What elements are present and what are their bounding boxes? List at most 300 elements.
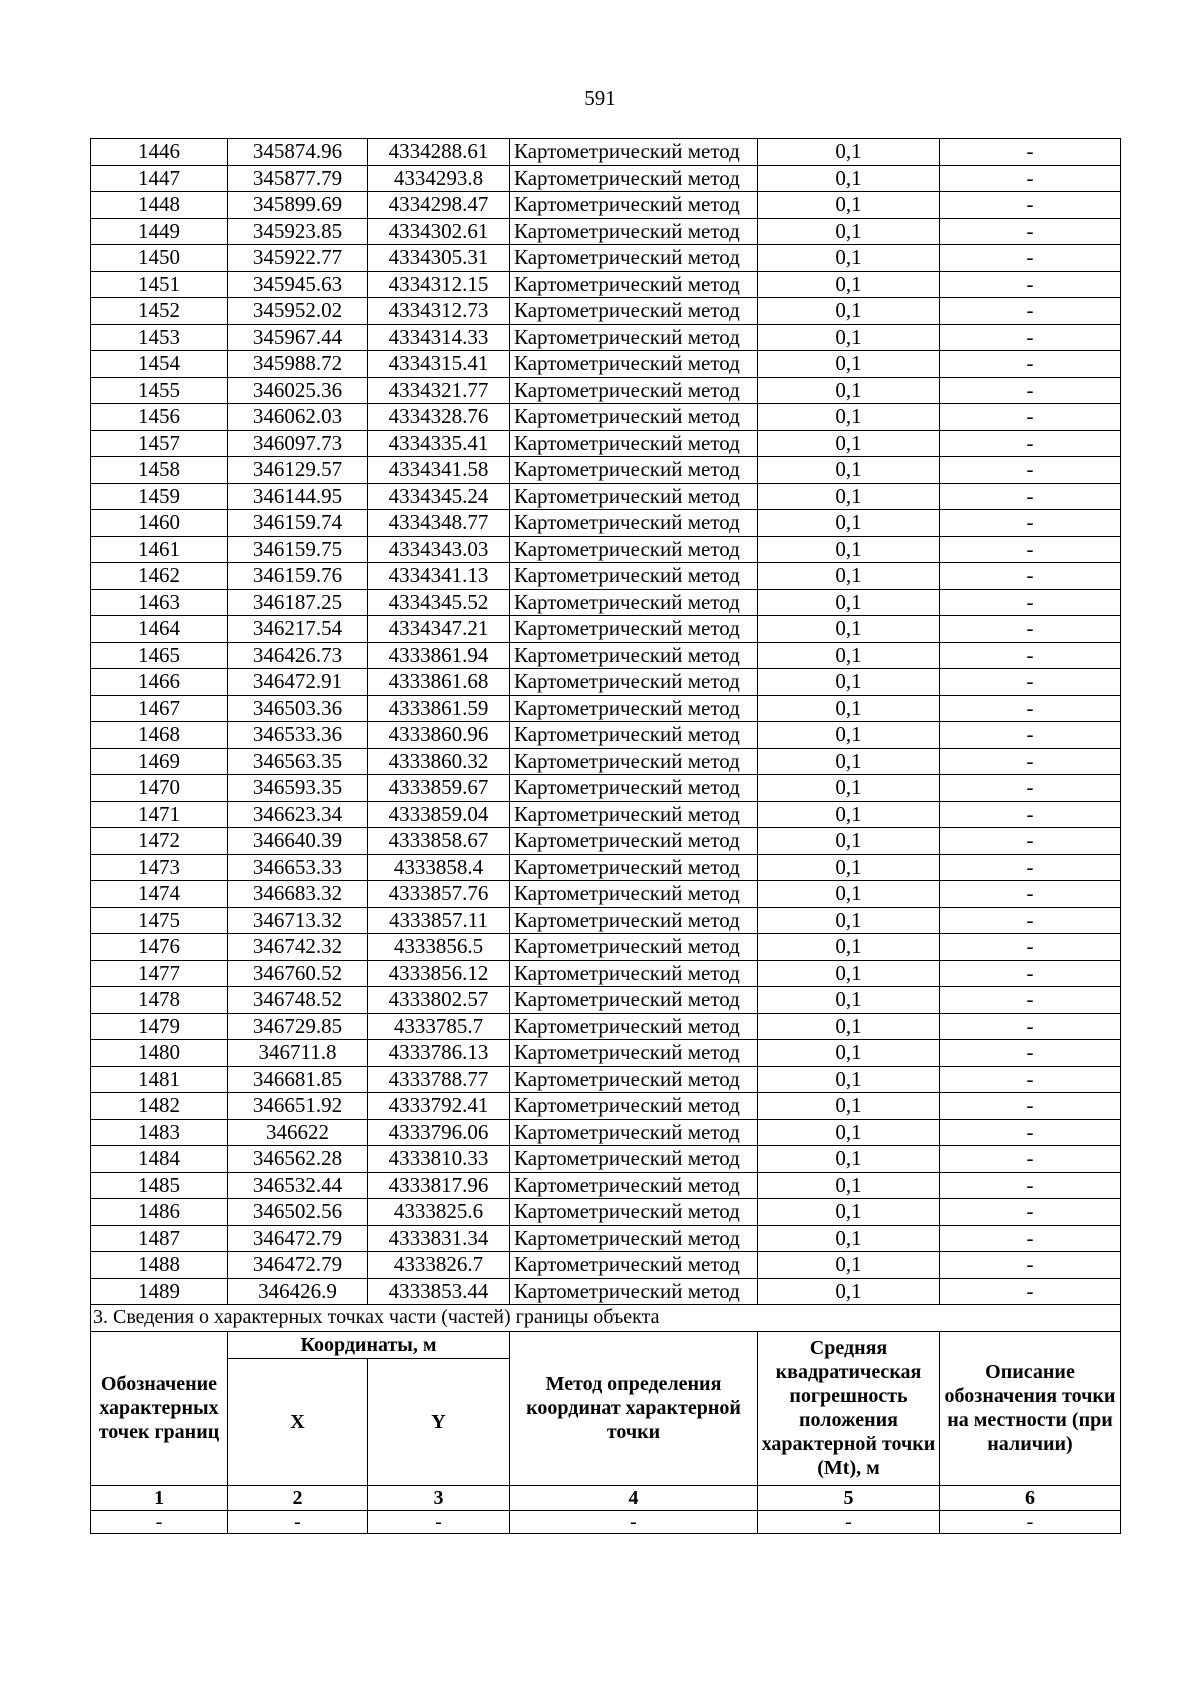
error-cell: 0,1: [758, 1252, 940, 1279]
point-number-cell: 1489: [91, 1278, 228, 1305]
point-number-cell: 1472: [91, 828, 228, 855]
error-cell: 0,1: [758, 828, 940, 855]
method-cell: Картометрический метод: [510, 1199, 758, 1226]
method-cell: Картометрический метод: [510, 669, 758, 696]
error-cell: 0,1: [758, 1119, 940, 1146]
table-row: [91, 324, 1121, 351]
method-cell: Картометрический метод: [510, 1225, 758, 1252]
header-x: X: [228, 1358, 368, 1485]
section3-block: [91, 1305, 1121, 1534]
y-coordinate-cell: 4333860.96: [368, 722, 510, 749]
point-number-cell: 1449: [91, 218, 228, 245]
method-cell: Картометрический метод: [510, 430, 758, 457]
error-cell: 0,1: [758, 271, 940, 298]
description-cell: -: [940, 589, 1121, 616]
error-cell: 0,1: [758, 1225, 940, 1252]
method-cell: Картометрический метод: [510, 828, 758, 855]
method-cell: Картометрический метод: [510, 1093, 758, 1120]
error-cell: 0,1: [758, 1278, 940, 1305]
error-cell: 0,1: [758, 987, 940, 1014]
table-row: [91, 245, 1121, 272]
table-row: [91, 1252, 1121, 1279]
y-coordinate-cell: 4334305.31: [368, 245, 510, 272]
method-cell: Картометрический метод: [510, 934, 758, 961]
header-description: [940, 1331, 1121, 1485]
table-row: [91, 1278, 1121, 1305]
x-coordinate-cell: 346711.8: [228, 1040, 368, 1067]
error-cell: 0,1: [758, 430, 940, 457]
table-row: [91, 298, 1121, 325]
table-row: [91, 801, 1121, 828]
table-row: [91, 907, 1121, 934]
error-cell: 0,1: [758, 1013, 940, 1040]
error-cell: 0,1: [758, 483, 940, 510]
point-number-cell: 1471: [91, 801, 228, 828]
y-coordinate-cell: 4333786.13: [368, 1040, 510, 1067]
x-coordinate-cell: 346748.52: [228, 987, 368, 1014]
error-cell: 0,1: [758, 1066, 940, 1093]
header-designation: [91, 1331, 228, 1485]
x-coordinate-cell: 346593.35: [228, 775, 368, 802]
x-coordinate-cell: 346742.32: [228, 934, 368, 961]
table-row: [91, 1172, 1121, 1199]
description-cell: -: [940, 775, 1121, 802]
x-coordinate-cell: 345877.79: [228, 165, 368, 192]
table-row: [91, 589, 1121, 616]
x-coordinate-cell: 346622: [228, 1119, 368, 1146]
y-coordinate-cell: 4333861.94: [368, 642, 510, 669]
x-coordinate-cell: 345899.69: [228, 192, 368, 219]
description-cell: -: [940, 536, 1121, 563]
method-cell: Картометрический метод: [510, 165, 758, 192]
header-coordinates: [228, 1331, 510, 1358]
error-cell: 0,1: [758, 1093, 940, 1120]
error-cell: 0,1: [758, 1040, 940, 1067]
method-cell: Картометрический метод: [510, 536, 758, 563]
point-number-cell: 1468: [91, 722, 228, 749]
table-row: [91, 854, 1121, 881]
error-cell: 0,1: [758, 695, 940, 722]
header-method-label: Метод определения координат характерной точки: [526, 1373, 741, 1443]
description-cell: -: [940, 695, 1121, 722]
y-coordinate-cell: 4333859.67: [368, 775, 510, 802]
header-designation-label: Обозначение характерных точек границ: [98, 1373, 220, 1443]
x-coordinate-cell: 346159.74: [228, 510, 368, 537]
description-cell: -: [940, 483, 1121, 510]
point-number-cell: 1465: [91, 642, 228, 669]
method-cell: Картометрический метод: [510, 510, 758, 537]
point-number-cell: 1450: [91, 245, 228, 272]
x-coordinate-cell: 346683.32: [228, 881, 368, 908]
table-row: [91, 934, 1121, 961]
point-number-cell: 1473: [91, 854, 228, 881]
x-coordinate-cell: 346129.57: [228, 457, 368, 484]
error-cell: 0,1: [758, 139, 940, 166]
description-cell: -: [940, 1066, 1121, 1093]
error-cell: 0,1: [758, 960, 940, 987]
point-number-cell: 1477: [91, 960, 228, 987]
point-number-cell: 1482: [91, 1093, 228, 1120]
table-row: [91, 960, 1121, 987]
description-cell: -: [940, 351, 1121, 378]
description-cell: -: [940, 1172, 1121, 1199]
method-cell: Картометрический метод: [510, 1146, 758, 1173]
y-coordinate-cell: 4334328.76: [368, 404, 510, 431]
x-coordinate-cell: 346426.9: [228, 1278, 368, 1305]
empty-cell: -: [510, 1510, 758, 1533]
error-cell: 0,1: [758, 324, 940, 351]
error-cell: 0,1: [758, 669, 940, 696]
description-cell: -: [940, 430, 1121, 457]
description-cell: -: [940, 801, 1121, 828]
error-cell: 0,1: [758, 881, 940, 908]
y-coordinate-cell: 4334315.41: [368, 351, 510, 378]
point-number-cell: 1463: [91, 589, 228, 616]
error-cell: 0,1: [758, 616, 940, 643]
y-coordinate-cell: 4333857.11: [368, 907, 510, 934]
description-cell: -: [940, 192, 1121, 219]
point-number-cell: 1480: [91, 1040, 228, 1067]
point-number-cell: 1462: [91, 563, 228, 590]
empty-cell: -: [368, 1510, 510, 1533]
point-number-cell: 1451: [91, 271, 228, 298]
y-coordinate-cell: 4334293.8: [368, 165, 510, 192]
table-row: [91, 616, 1121, 643]
method-cell: Картометрический метод: [510, 987, 758, 1014]
point-number-cell: 1454: [91, 351, 228, 378]
error-cell: 0,1: [758, 854, 940, 881]
x-coordinate-cell: 346217.54: [228, 616, 368, 643]
error-cell: 0,1: [758, 589, 940, 616]
description-cell: -: [940, 298, 1121, 325]
point-number-cell: 1470: [91, 775, 228, 802]
x-coordinate-cell: 346062.03: [228, 404, 368, 431]
description-cell: -: [940, 271, 1121, 298]
description-cell: -: [940, 1119, 1121, 1146]
y-coordinate-cell: 4334314.33: [368, 324, 510, 351]
method-cell: Картометрический метод: [510, 351, 758, 378]
point-number-cell: 1484: [91, 1146, 228, 1173]
point-number-cell: 1448: [91, 192, 228, 219]
x-coordinate-cell: 346503.36: [228, 695, 368, 722]
y-coordinate-cell: 4334341.13: [368, 563, 510, 590]
table-row: [91, 483, 1121, 510]
column-number-6: 6: [940, 1485, 1121, 1510]
point-number-cell: 1456: [91, 404, 228, 431]
error-cell: 0,1: [758, 907, 940, 934]
table-row: [91, 695, 1121, 722]
x-coordinate-cell: 345952.02: [228, 298, 368, 325]
boundary-points-table: [90, 138, 1121, 1534]
method-cell: Картометрический метод: [510, 881, 758, 908]
header-description-label: Описание обозначения точки на местности (при наличии): [944, 1361, 1116, 1455]
method-cell: Картометрический метод: [510, 1013, 758, 1040]
column-number-4: 4: [510, 1485, 758, 1510]
x-coordinate-cell: 345922.77: [228, 245, 368, 272]
point-number-cell: 1476: [91, 934, 228, 961]
y-coordinate-cell: 4334288.61: [368, 139, 510, 166]
point-number-cell: 1483: [91, 1119, 228, 1146]
error-cell: 0,1: [758, 536, 940, 563]
header-error-label: Средняя квадратическая погрешность положения характерной точки (Mt), м: [761, 1337, 936, 1479]
y-coordinate-cell: 4334343.03: [368, 536, 510, 563]
method-cell: Картометрический метод: [510, 218, 758, 245]
method-cell: Картометрический метод: [510, 1172, 758, 1199]
table-row: [91, 377, 1121, 404]
point-number-cell: 1478: [91, 987, 228, 1014]
error-cell: 0,1: [758, 218, 940, 245]
y-coordinate-cell: 4333859.04: [368, 801, 510, 828]
y-coordinate-cell: 4333853.44: [368, 1278, 510, 1305]
y-coordinate-cell: 4334341.58: [368, 457, 510, 484]
x-coordinate-cell: 346187.25: [228, 589, 368, 616]
header-coordinates-label: Координаты, м: [300, 1333, 437, 1356]
x-coordinate-cell: 346533.36: [228, 722, 368, 749]
x-coordinate-cell: 346472.79: [228, 1252, 368, 1279]
method-cell: Картометрический метод: [510, 854, 758, 881]
point-number-cell: 1452: [91, 298, 228, 325]
empty-cell: -: [940, 1510, 1121, 1533]
error-cell: 0,1: [758, 722, 940, 749]
x-coordinate-cell: 346097.73: [228, 430, 368, 457]
description-cell: -: [940, 722, 1121, 749]
error-cell: 0,1: [758, 748, 940, 775]
table-row: [91, 1093, 1121, 1120]
method-cell: Картометрический метод: [510, 1252, 758, 1279]
error-cell: 0,1: [758, 457, 940, 484]
method-cell: Картометрический метод: [510, 457, 758, 484]
y-coordinate-cell: 4334347.21: [368, 616, 510, 643]
error-cell: 0,1: [758, 934, 940, 961]
table-row: [91, 722, 1121, 749]
table-row: [91, 748, 1121, 775]
y-coordinate-cell: 4333858.67: [368, 828, 510, 855]
description-cell: -: [940, 1146, 1121, 1173]
method-cell: Картометрический метод: [510, 695, 758, 722]
error-cell: 0,1: [758, 165, 940, 192]
x-coordinate-cell: 346713.32: [228, 907, 368, 934]
table-row: [91, 1199, 1121, 1226]
description-cell: -: [940, 457, 1121, 484]
point-number-cell: 1461: [91, 536, 228, 563]
table-row: [91, 563, 1121, 590]
y-coordinate-cell: 4333792.41: [368, 1093, 510, 1120]
description-cell: -: [940, 854, 1121, 881]
x-coordinate-cell: 346159.75: [228, 536, 368, 563]
description-cell: -: [940, 934, 1121, 961]
point-number-cell: 1458: [91, 457, 228, 484]
description-cell: -: [940, 748, 1121, 775]
section3-empty-row: [91, 1510, 1121, 1533]
y-coordinate-cell: 4333788.77: [368, 1066, 510, 1093]
method-cell: Картометрический метод: [510, 377, 758, 404]
y-coordinate-cell: 4334321.77: [368, 377, 510, 404]
description-cell: -: [940, 881, 1121, 908]
table-row: [91, 404, 1121, 431]
y-coordinate-cell: 4334345.52: [368, 589, 510, 616]
method-cell: Картометрический метод: [510, 483, 758, 510]
point-number-cell: 1455: [91, 377, 228, 404]
method-cell: Картометрический метод: [510, 563, 758, 590]
description-cell: -: [940, 1252, 1121, 1279]
x-coordinate-cell: 346681.85: [228, 1066, 368, 1093]
column-number-3: 3: [368, 1485, 510, 1510]
point-number-cell: 1467: [91, 695, 228, 722]
method-cell: Картометрический метод: [510, 775, 758, 802]
x-coordinate-cell: 345945.63: [228, 271, 368, 298]
y-coordinate-cell: 4333785.7: [368, 1013, 510, 1040]
x-coordinate-cell: 346760.52: [228, 960, 368, 987]
y-coordinate-cell: 4333857.76: [368, 881, 510, 908]
table-row: [91, 1066, 1121, 1093]
y-coordinate-cell: 4333860.32: [368, 748, 510, 775]
table-row: [91, 192, 1121, 219]
point-number-cell: 1485: [91, 1172, 228, 1199]
method-cell: Картометрический метод: [510, 616, 758, 643]
y-coordinate-cell: 4333825.6: [368, 1199, 510, 1226]
table-row: [91, 536, 1121, 563]
point-number-cell: 1453: [91, 324, 228, 351]
method-cell: Картометрический метод: [510, 1119, 758, 1146]
x-coordinate-cell: 346502.56: [228, 1199, 368, 1226]
point-number-cell: 1446: [91, 139, 228, 166]
method-cell: Картометрический метод: [510, 642, 758, 669]
y-coordinate-cell: 4334335.41: [368, 430, 510, 457]
section3-title: 3. Сведения о характерных точках части (частей) границы объекта: [91, 1305, 1121, 1332]
y-coordinate-cell: 4334312.15: [368, 271, 510, 298]
description-cell: -: [940, 1093, 1121, 1120]
y-coordinate-cell: 4333826.7: [368, 1252, 510, 1279]
description-cell: -: [940, 324, 1121, 351]
description-cell: -: [940, 218, 1121, 245]
error-cell: 0,1: [758, 192, 940, 219]
point-number-cell: 1481: [91, 1066, 228, 1093]
description-cell: -: [940, 987, 1121, 1014]
empty-cell: -: [758, 1510, 940, 1533]
table-row: [91, 1013, 1121, 1040]
method-cell: Картометрический метод: [510, 960, 758, 987]
table-row: [91, 1146, 1121, 1173]
error-cell: 0,1: [758, 801, 940, 828]
point-number-cell: 1488: [91, 1252, 228, 1279]
x-coordinate-cell: 346472.79: [228, 1225, 368, 1252]
x-coordinate-cell: 346562.28: [228, 1146, 368, 1173]
y-coordinate-cell: 4334345.24: [368, 483, 510, 510]
header-method: [510, 1331, 758, 1485]
method-cell: Картометрический метод: [510, 589, 758, 616]
error-cell: 0,1: [758, 563, 940, 590]
section3-title-row: [91, 1305, 1121, 1332]
point-number-cell: 1474: [91, 881, 228, 908]
table-row: [91, 881, 1121, 908]
description-cell: -: [940, 165, 1121, 192]
description-cell: -: [940, 1199, 1121, 1226]
table-row: [91, 165, 1121, 192]
x-coordinate-cell: 345967.44: [228, 324, 368, 351]
x-coordinate-cell: 345988.72: [228, 351, 368, 378]
x-coordinate-cell: 346640.39: [228, 828, 368, 855]
x-coordinate-cell: 345874.96: [228, 139, 368, 166]
description-cell: -: [940, 139, 1121, 166]
method-cell: Картометрический метод: [510, 801, 758, 828]
error-cell: 0,1: [758, 642, 940, 669]
table-row: [91, 510, 1121, 537]
method-cell: Картометрический метод: [510, 245, 758, 272]
method-cell: Картометрический метод: [510, 139, 758, 166]
column-number-1: 1: [91, 1485, 228, 1510]
table-row: [91, 218, 1121, 245]
x-coordinate-cell: 346651.92: [228, 1093, 368, 1120]
method-cell: Картометрический метод: [510, 748, 758, 775]
header-y: Y: [368, 1358, 510, 1485]
column-number-2: 2: [228, 1485, 368, 1510]
x-coordinate-cell: 346623.34: [228, 801, 368, 828]
description-cell: -: [940, 510, 1121, 537]
y-coordinate-cell: 4334312.73: [368, 298, 510, 325]
points-table-body: [91, 139, 1121, 1305]
page-number: 591: [584, 86, 616, 110]
point-number-cell: 1460: [91, 510, 228, 537]
y-coordinate-cell: 4333810.33: [368, 1146, 510, 1173]
description-cell: -: [940, 1040, 1121, 1067]
point-number-cell: 1469: [91, 748, 228, 775]
error-cell: 0,1: [758, 351, 940, 378]
error-cell: 0,1: [758, 1172, 940, 1199]
error-cell: 0,1: [758, 510, 940, 537]
x-coordinate-cell: 346144.95: [228, 483, 368, 510]
description-cell: -: [940, 563, 1121, 590]
table-row: [91, 987, 1121, 1014]
x-coordinate-cell: 346472.91: [228, 669, 368, 696]
method-cell: Картометрический метод: [510, 271, 758, 298]
table-row: [91, 669, 1121, 696]
table-row: [91, 271, 1121, 298]
point-number-cell: 1464: [91, 616, 228, 643]
y-coordinate-cell: 4333856.12: [368, 960, 510, 987]
y-coordinate-cell: 4333856.5: [368, 934, 510, 961]
x-coordinate-cell: 346532.44: [228, 1172, 368, 1199]
error-cell: 0,1: [758, 775, 940, 802]
point-number-cell: 1459: [91, 483, 228, 510]
point-number-cell: 1475: [91, 907, 228, 934]
point-number-cell: 1486: [91, 1199, 228, 1226]
description-cell: -: [940, 828, 1121, 855]
table-row: [91, 1119, 1121, 1146]
error-cell: 0,1: [758, 377, 940, 404]
table-row: [91, 775, 1121, 802]
description-cell: -: [940, 1278, 1121, 1305]
method-cell: Картометрический метод: [510, 298, 758, 325]
method-cell: Картометрический метод: [510, 722, 758, 749]
point-number-cell: 1447: [91, 165, 228, 192]
x-coordinate-cell: 346159.76: [228, 563, 368, 590]
y-coordinate-cell: 4334302.61: [368, 218, 510, 245]
table-row: [91, 642, 1121, 669]
method-cell: Картометрический метод: [510, 1040, 758, 1067]
y-coordinate-cell: 4333858.4: [368, 854, 510, 881]
point-number-cell: 1457: [91, 430, 228, 457]
point-number-cell: 1479: [91, 1013, 228, 1040]
description-cell: -: [940, 1013, 1121, 1040]
error-cell: 0,1: [758, 1199, 940, 1226]
method-cell: Картометрический метод: [510, 324, 758, 351]
x-coordinate-cell: 346563.35: [228, 748, 368, 775]
column-numbers-row: [91, 1485, 1121, 1510]
error-cell: 0,1: [758, 298, 940, 325]
error-cell: 0,1: [758, 404, 940, 431]
y-coordinate-cell: 4333831.34: [368, 1225, 510, 1252]
column-number-5: 5: [758, 1485, 940, 1510]
